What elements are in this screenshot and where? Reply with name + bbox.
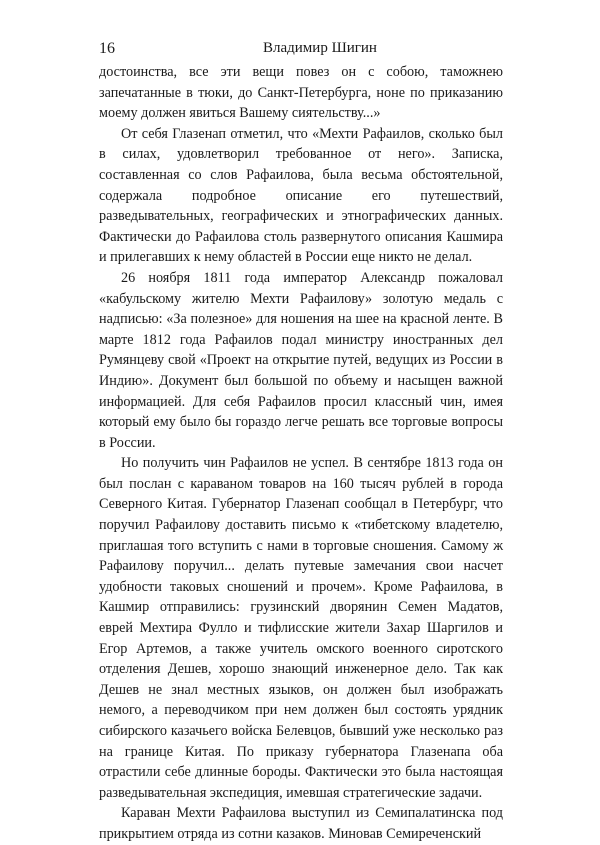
paragraph-1: достоинства, все эти вещи повез он с собою, таможнею запечатанные в тюки, до Санкт-Петербурга, ноне по приказанию моему должен явиться Вашему сиятельству...» (99, 64, 503, 122)
page-number: 16 (99, 40, 115, 57)
paragraph-4: Но получить чин Рафаилов не успел. В сентябре 1813 года он был послан с караваном товаров на 160 тысяч рублей в города Северного Китая. Губернатор Глазенап сообщал в Петербург, что поручил Рафаилову доставить письмо к «тибетскому владетелю, приглашая того вступить с нами в торговые сношения. Самому ж Рафаилову поручил... делать путевые замечания свои насчет удобности таковых сношений и прочем». Кроме Рафаилова, в Кашмир отправились: грузинский дворянин Семен Мадатов, еврей Мехтира Фулло и тифлисские жители Захар Шаргилов и Егор Артемов, а также учитель омского военного сиротского отделения Дешев, хорошо знающий инженерное дело. Так как Дешев не знал местных языков, он должен был изображать немого, а переводчиком при нем должен был состоять урядник сибирского казачьего войска Белевцов, бывший уже несколько раз на границе Китая. По приказу губернатора Глазенапа оба отрастили себе длинные бороды. Фактически это была настоящая разведывательная экспедиция, имевшая стратегические задачи. (99, 455, 503, 801)
paragraph-3: 26 ноября 1811 года император Александр пожаловал «кабульскому жителю Мехти Рафаилову» золотую медаль с надписью: «За полезное» для ношения на шее на красной ленте. В марте 1812 года Рафаилов подал министру иностранных дел Румянцеву свой «Проект на открытие путей, ведущих из России в Индию». Документ был большой по объему и насыщен важной информацией. Для себя Рафаилов просил классный чин, имея который ему было бы гораздо легче решать все торговые вопросы в России. (99, 269, 503, 451)
book-page (99, 0, 503, 842)
running-head: Владимир Шигин (263, 40, 377, 56)
paragraph-5: Караван Мехти Рафаилова выступил из Семипалатинска под прикрытием отряда из сотни казаков. Миновав Семиреченский (99, 805, 503, 842)
body-text (99, 62, 503, 845)
page-header (99, 40, 503, 62)
paragraph-2: От себя Глазенап отметил, что «Мехти Рафаилов, сколько был в силах, удовлетворил требованное от него». Записка, составленная со слов Рафаилова, была весьма обстоятельной, содержала подробное описание его путешествий, разведывательных, географических и этнографических данных. Фактически до Рафаилова столь развернутого описания Кашмира и прилегавших к нему областей в России еще никто не делал. (99, 125, 503, 266)
